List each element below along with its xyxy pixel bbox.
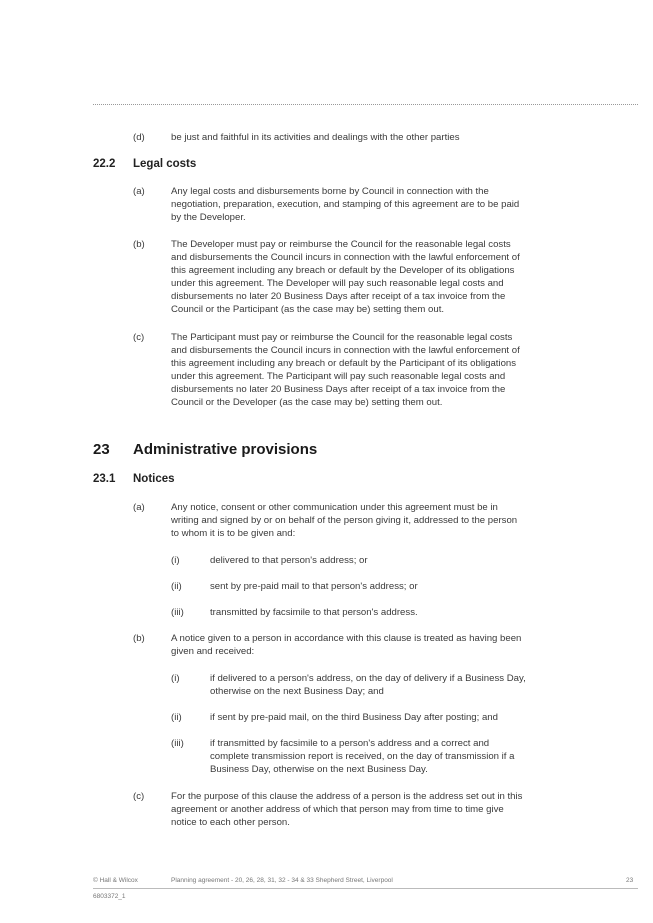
footer-rule — [93, 888, 638, 889]
clause-22-2-c — [171, 331, 520, 410]
subclause-label-23-1-b-iii: (iii) — [171, 738, 184, 749]
clause-line: disbursements no later 20 Business Days after receipt of a tax invoice from the — [171, 384, 506, 396]
subclause-23-1-a-ii: sent by pre-paid mail to that person's address; or — [210, 581, 418, 592]
clause-line: if transmitted by facsimile to a person's address and a correct and — [210, 738, 490, 749]
section-number-23-1: 23.1 — [93, 473, 116, 485]
clause-line: if delivered to a person's address, on the day of delivery if a Business Day, — [210, 673, 526, 684]
clause-line: Any legal costs and disbursements borne by Council in connection with the — [171, 186, 489, 197]
clause-line: to whom it is to be given and: — [171, 528, 296, 540]
clause-23-1-c — [171, 790, 522, 829]
clause-line: For the purpose of this clause the address of a person is the address set out in this — [171, 791, 523, 802]
section-title-notices: Notices — [133, 473, 175, 485]
footer-firm: © Hall & Wilcox — [93, 877, 138, 884]
clause-23-1-b — [171, 632, 521, 658]
clause-line: by the Developer. — [171, 212, 246, 224]
subclause-23-1-b-i — [210, 672, 526, 698]
clause-line: Any notice, consent or other communication under this agreement must be in — [171, 502, 498, 513]
clause-line: if sent by pre-paid mail, on the third Business Day after posting; and — [210, 712, 498, 723]
subclause-label-23-1-a-ii: (ii) — [171, 581, 182, 592]
clause-line: disbursements no later 20 Business Days after receipt of a tax invoice from the — [171, 291, 506, 303]
clause-line: otherwise on the next Business Day; and — [210, 686, 384, 698]
header-rule — [93, 104, 638, 105]
clause-line: this agreement including any breach or default by the Developer of its obligations — [171, 265, 515, 277]
clause-text-d: be just and faithful in its activities and dealings with the other parties — [171, 132, 460, 143]
clause-label-22-2-a: (a) — [133, 186, 145, 197]
clause-line: this agreement including any breach or default by the Participant of its obligations — [171, 358, 517, 370]
clause-line: The Developer must pay or reimburse the Council for the reasonable legal costs — [171, 239, 511, 250]
clause-line: and disbursements the Council incurs in connection with the lawful enforcement of — [171, 345, 520, 357]
clause-label-23-1-c: (c) — [133, 791, 145, 802]
clause-line: given and received: — [171, 646, 255, 658]
footer-document-reference: 6803372_1 — [93, 893, 126, 900]
section-number-23: 23 — [93, 441, 110, 458]
clause-line: Council or the Developer (as the case may be) setting them out. — [171, 397, 443, 409]
subclause-label-23-1-a-iii: (iii) — [171, 607, 184, 618]
clause-line: Council or the Participant (as the case may be) setting them out. — [171, 304, 445, 316]
subclause-label-23-1-a-i: (i) — [171, 555, 180, 566]
clause-22-2-b — [171, 238, 520, 317]
clause-line: under this agreement. The Developer will pay such reasonable legal costs and — [171, 278, 504, 290]
clause-label-22-2-b: (b) — [133, 239, 145, 250]
clause-line: agreement or another address of which that person may from time to time give — [171, 804, 504, 816]
subclause-23-1-a-i: delivered to that person's address; or — [210, 555, 368, 566]
clause-line: writing and signed by or on behalf of the person giving it, addressed to the person — [171, 515, 518, 527]
section-title-administrative-provisions: Administrative provisions — [133, 441, 318, 458]
subclause-label-23-1-b-ii: (ii) — [171, 712, 182, 723]
footer-document-title: Planning agreement - 20, 26, 28, 31, 32 - 34 & 33 Shepherd Street, Liverpool — [171, 877, 393, 884]
clause-line: A notice given to a person in accordance with this clause is treated as having been — [171, 633, 522, 644]
subclause-23-1-b-iii — [210, 737, 514, 776]
clause-label-22-2-c: (c) — [133, 332, 145, 343]
clause-23-1-a — [171, 501, 517, 540]
section-title-legal-costs: Legal costs — [133, 158, 197, 170]
subclause-23-1-b-ii — [210, 711, 498, 724]
clause-label-23-1-a: (a) — [133, 502, 145, 513]
clause-line: The Participant must pay or reimburse the Council for the reasonable legal costs — [171, 332, 513, 343]
clause-line: and disbursements the Council incurs in connection with the lawful enforcement of — [171, 252, 520, 264]
clause-line: under this agreement. The Participant will pay such reasonable legal costs and — [171, 371, 506, 383]
subclause-23-1-a-iii: transmitted by facsimile to that person's address. — [210, 607, 418, 618]
clause-label-23-1-b: (b) — [133, 633, 145, 644]
clause-line: complete transmission report is received, on the day of transmission if a — [210, 751, 515, 763]
footer-page-number: 23 — [626, 877, 634, 884]
clause-line: negotiation, preparation, execution, and stamping of this agreement are to be paid — [171, 199, 520, 211]
clause-22-2-a — [171, 185, 519, 224]
clause-line: notice to each other person. — [171, 817, 290, 829]
section-number-22-2: 22.2 — [93, 158, 116, 170]
subclause-label-23-1-b-i: (i) — [171, 673, 180, 684]
clause-line: Business Day, otherwise on the next Business Day. — [210, 764, 428, 776]
clause-label-d: (d) — [133, 132, 145, 143]
